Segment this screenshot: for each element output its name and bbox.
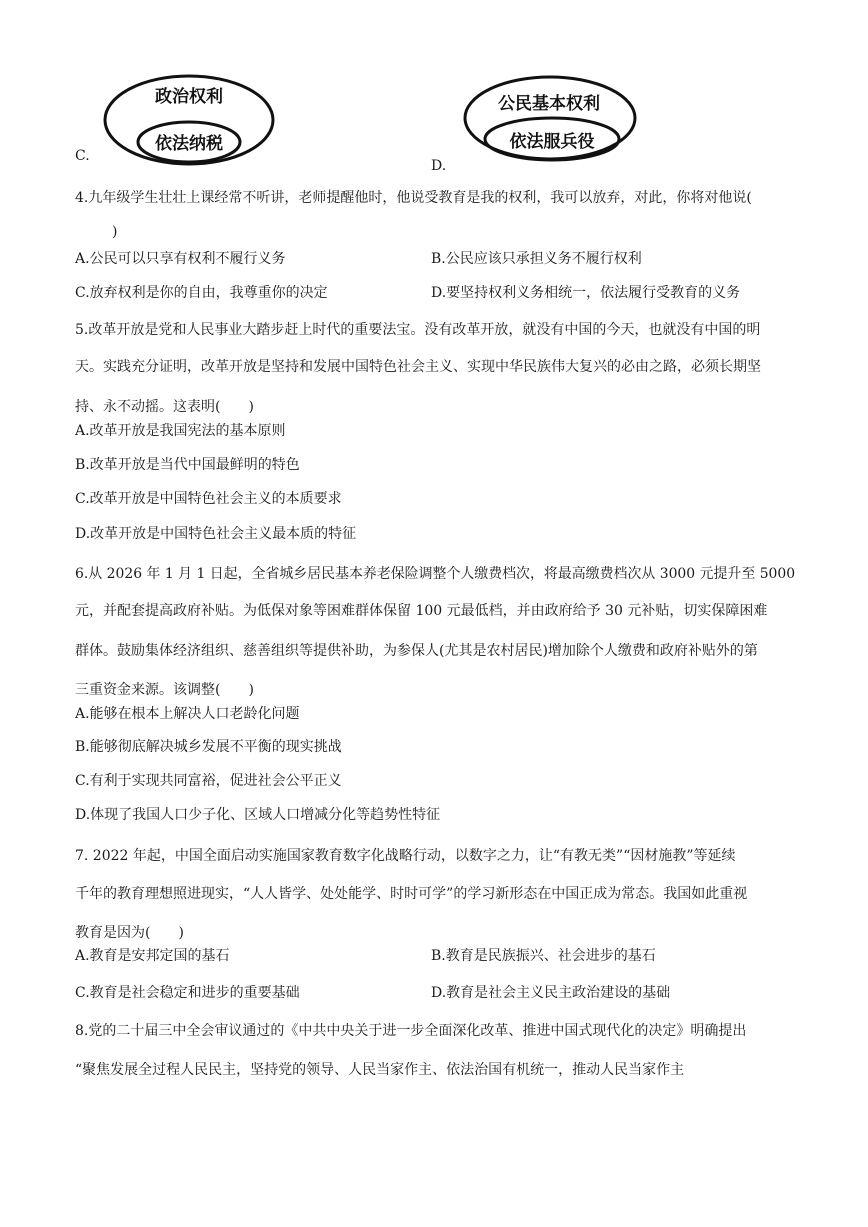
q4-option-d: D.要坚持权利义务相统一，依法履行受教育的义务 [431,285,741,301]
q7-stem-line-1: 7. 2022 年起，中国全面启动实施国家教育数字化战略行动，以数字之力，让“有教无类”“因材施教”等延续 [75,848,736,864]
q6-stem-line-3: 群体。鼓励集体经济组织、慈善组织等提供补助，为参保人(尤其是农村居民)增加除个人缴费和政府补贴外的第 [75,643,758,659]
q6-option-b: B.能够彻底解决城乡发展不平衡的现实挑战 [75,739,342,755]
outer-label: 公民基本权利 [498,94,600,114]
q6-stem-line-1: 6.从 2026 年 1 月 1 日起，全省城乡居民基本养老保险调整个人缴费档次，将最高缴费档次从 3000 元提升至 5000 [75,566,796,582]
q4-stem-line-2: ) [112,224,118,240]
q4-option-c: C.放弃权利是你的自由，我尊重你的决定 [75,285,328,301]
q6-stem-line-4: 三重资金来源。该调整( ) [75,682,254,698]
q7-option-c: C.教育是社会稳定和进步的重要基础 [75,985,300,1001]
q7-option-a: A.教育是安邦定国的基石 [75,948,230,964]
q4-option-b: B.公民应该只承担义务不履行权利 [431,251,642,267]
q5-option-d: D.改革开放是中国特色社会主义最本质的特征 [75,526,357,542]
outer-label: 政治权利 [155,87,223,107]
q7-stem-line-2: 千年的教育理想照进现实，“人人皆学、处处能学、时时可学”的学习新形态在中国正成为常态。我国如此重视 [75,886,748,902]
q8-stem-line-1: 8.党的二十届三中全会审议通过的《中共中央关于进一步全面深化改革、推进中国式现代化的决定》明确提出 [75,1023,747,1039]
q4-option-a: A.公民可以只享有权利不履行义务 [75,251,286,267]
q4-stem-line-1: 4.九年级学生壮壮上课经常不听讲，老师提醒他时，他说受教育是我的权利，我可以放弃，对此，你将对他说( [75,190,752,206]
q5-stem-line-3: 持、永不动摇。这表明( ) [75,399,254,415]
q7-stem-line-3: 教育是因为( ) [75,925,184,941]
diagram-d [455,73,645,173]
q5-stem-line-2: 天。实践充分证明，改革开放是坚持和发展中国特色社会主义、实现中华民族伟大复兴的必由之路，必须长期坚 [75,359,761,375]
q7-option-b: B.教育是民族振兴、社会进步的基石 [431,948,656,964]
q5-stem-line-1: 5.改革开放是党和人民事业大踏步赶上时代的重要法宝。没有改革开放，就没有中国的今天，也就没有中国的明 [75,322,761,338]
inner-label: 依法纳税 [155,134,223,154]
q5-option-c: C.改革开放是中国特色社会主义的本质要求 [75,491,342,507]
q8-stem-line-2: “聚焦发展全过程人民民主，坚持党的领导、人民当家作主、依法治国有机统一，推动人民当家作主 [75,1062,685,1078]
q5-option-a: A.改革开放是我国宪法的基本原则 [75,423,286,439]
diagram-c [100,72,280,172]
inner-label: 依法服兵役 [509,132,595,152]
q6-stem-line-2: 元，并配套提高政府补贴。为低保对象等困难群体保留 100 元最低档，并由政府给予 30 元补贴，切实保障困难 [75,603,768,619]
q6-option-c: C.有利于实现共同富裕，促进社会公平正义 [75,773,342,789]
diagram-c-svg [100,72,280,172]
q5-option-b: B.改革开放是当代中国最鲜明的特色 [75,457,300,473]
q7-option-d: D.教育是社会主义民主政治建设的基础 [431,985,671,1001]
q6-option-a: A.能够在根本上解决人口老龄化问题 [75,706,300,722]
q6-option-d: D.体现了我国人口少子化、区域人口增减分化等趋势性特征 [75,807,441,823]
diagram-d-letter: D. [431,158,447,174]
diagram-d-svg [455,73,645,173]
diagram-c-letter: C. [75,148,90,164]
